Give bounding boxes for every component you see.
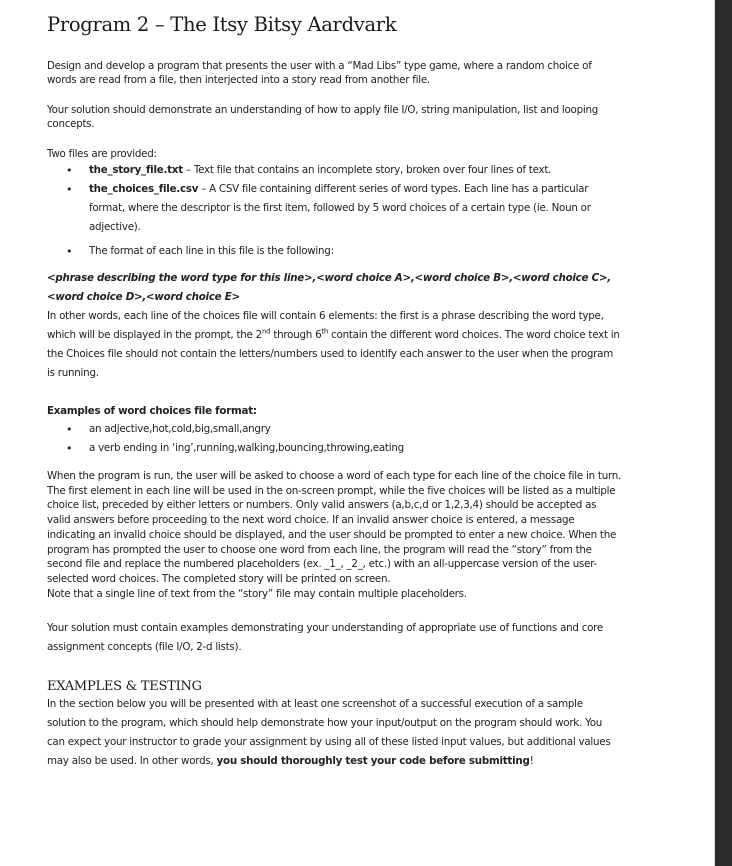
choices-file-desc: – A CSV file containing different series of word types. Each line has a particular format, where the descriptor is the first item, followed by 5 word choices of a certain type (ie. Noun or adjective). [89, 183, 591, 233]
testing-paragraph: In the section below you will be presented with at least one screenshot of a successful execution of a sample solution to the program, which should help demonstrate how your input/output on the program should work. You can expect your instructor to grade your assignment by using all of these listed input values, but additional values may also be used. In other words, you should thoroughly test your code before submitting! [47, 697, 611, 767]
examples-heading: Examples of word choices file format: [47, 405, 257, 417]
note-paragraph: Note that a single line of text from the “story” file may contain multiple placeholders. [47, 587, 467, 600]
files-heading: Two files are provided: [47, 148, 157, 160]
list-item: • a verb ending in ‘ing’,running,walking,bouncing,throwing,eating [47, 439, 622, 458]
run-description-paragraph: When the program is run, the user will be asked to choose a word of each type for each line of the choice file in turn. The first element in each line will be used in the on-screen prompt, while the five choices will be listed as a multiple choice list, preceded by either letters or numbers. Only valid answers (a,b,c,d or 1,2,3,4) should be accepted as valid answers before proceeding to the next word choice. If an invalid answer choice is entered, a message indicating an invalid choice should be displayed, and the user should be prompted to enter a new choice. When the program has prompted the user to choose one word from each line, the program will read the “story” from the second file and replace the numbered placeholders (ex. _1_, _2_, etc.) with an all-uppercase version of the user-selected word choices. The completed story will be printed on screen. [47, 470, 622, 585]
files-list [47, 161, 622, 261]
list-item [47, 180, 622, 237]
document-content [47, 12, 622, 771]
choices-file-name: the_choices_file.csv [89, 183, 199, 195]
format-line: <phrase describing the word type for this line>,<word choice A>,<word choice B>,<word choice C>,<word choice D>,<word choice E> [47, 272, 611, 303]
functions-paragraph: Your solution must contain examples demonstrating your understanding of appropriate use of functions and core assignment concepts (file I/O, 2-d lists). [47, 621, 604, 653]
story-file-desc: – Text file that contains an incomplete story, broken over four lines of text. [182, 164, 552, 176]
story-file-name: the_story_file.txt [89, 164, 183, 176]
list-item [47, 161, 622, 180]
examples-list [47, 420, 622, 458]
intro-paragraph: Design and develop a program that presents the user with a “Mad Libs” type game, where a random choice of words are read from a file, then interjected into a story read from another file. [47, 60, 592, 86]
list-item: • The format of each line in this file is the following: [47, 242, 622, 261]
solution-concepts-paragraph: Your solution should demonstrate an understanding of how to apply file I/O, string manipulation, list and looping concepts. [47, 104, 599, 130]
page-title: Program 2 – The Itsy Bitsy Aardvark [47, 13, 397, 36]
list-item: • an adjective,hot,cold,big,small,angry [47, 420, 622, 439]
testing-bold-text: you should thoroughly test your code before submitting [216, 754, 530, 767]
scrollbar[interactable] [715, 0, 732, 866]
other-words-paragraph: In other words, each line of the choices file will contain 6 elements: the first is a phrase describing the word type, which will be displayed in the prompt, the 2nd through 6th contain the different word choices. The word choice text in the Choices file should not contain the letters/numbers used to identify each answer to the user when the program is running. [47, 310, 620, 379]
testing-heading: EXAMPLES & TESTING [47, 678, 202, 694]
